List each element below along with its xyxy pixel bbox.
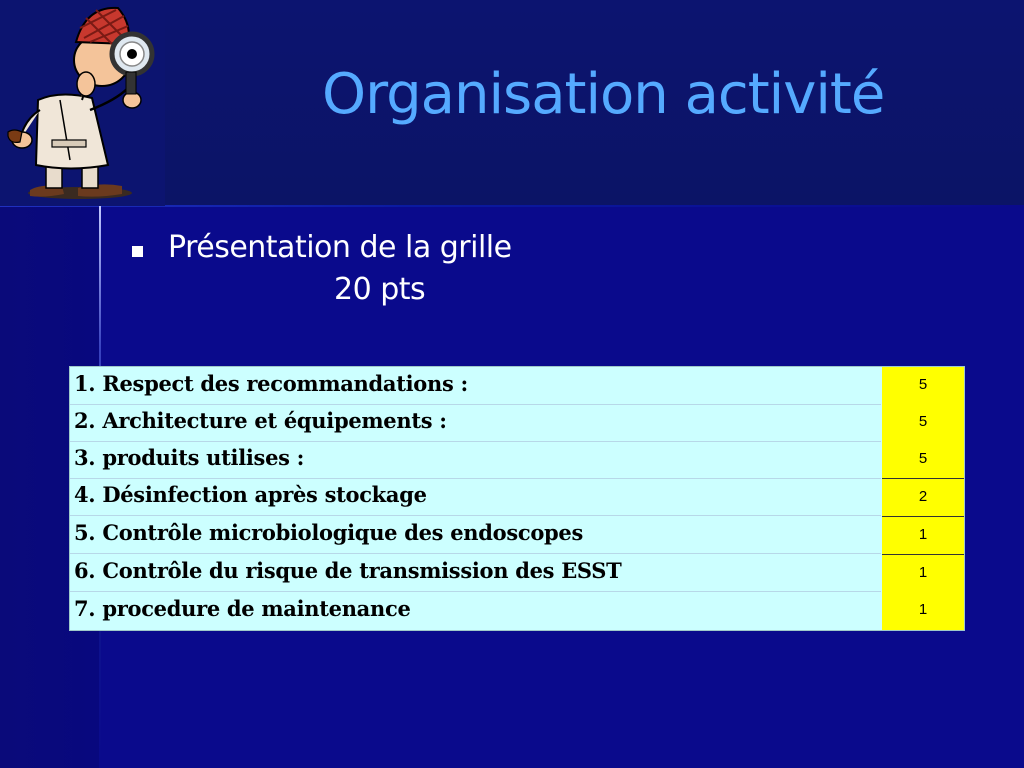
grid-row-score: 5 (918, 450, 928, 467)
grid-row (70, 441, 881, 479)
grid-row (70, 404, 881, 442)
slide-title: Organisation activité (322, 62, 885, 127)
grid-row-label: 3. produits utilises : (74, 445, 305, 470)
bullet-text: Présentation de la grille (168, 230, 512, 265)
grid-row-score: 1 (882, 554, 964, 592)
grid-row-score: 1 (918, 601, 928, 618)
grid-row (70, 592, 881, 630)
grid-row-label: 7. procedure de maintenance (74, 596, 411, 621)
grid-row-label: 6. Contrôle du risque de transmission des ESST (74, 558, 622, 583)
grid-row-label: 5. Contrôle microbiologique des endoscopes (74, 520, 584, 545)
detective-mascot-icon (0, 0, 165, 206)
grid-row (70, 478, 881, 516)
grid-row (70, 367, 881, 405)
grid-row-label: 2. Architecture et équipements : (74, 408, 447, 433)
grid-row-label: 4. Désinfection après stockage (74, 482, 427, 507)
grid-row-score: 1 (882, 516, 964, 554)
grid-row-label: 1. Respect des recommandations : (74, 371, 468, 396)
bullet-subtext: 20 pts (334, 272, 426, 307)
score-grid (69, 366, 965, 631)
grid-row (70, 554, 881, 592)
grid-row-score: 2 (882, 478, 964, 516)
grid-row (70, 516, 881, 554)
bullet-square-icon (132, 246, 143, 257)
grid-row-score: 5 (918, 376, 928, 393)
grid-row-score: 5 (918, 413, 928, 430)
